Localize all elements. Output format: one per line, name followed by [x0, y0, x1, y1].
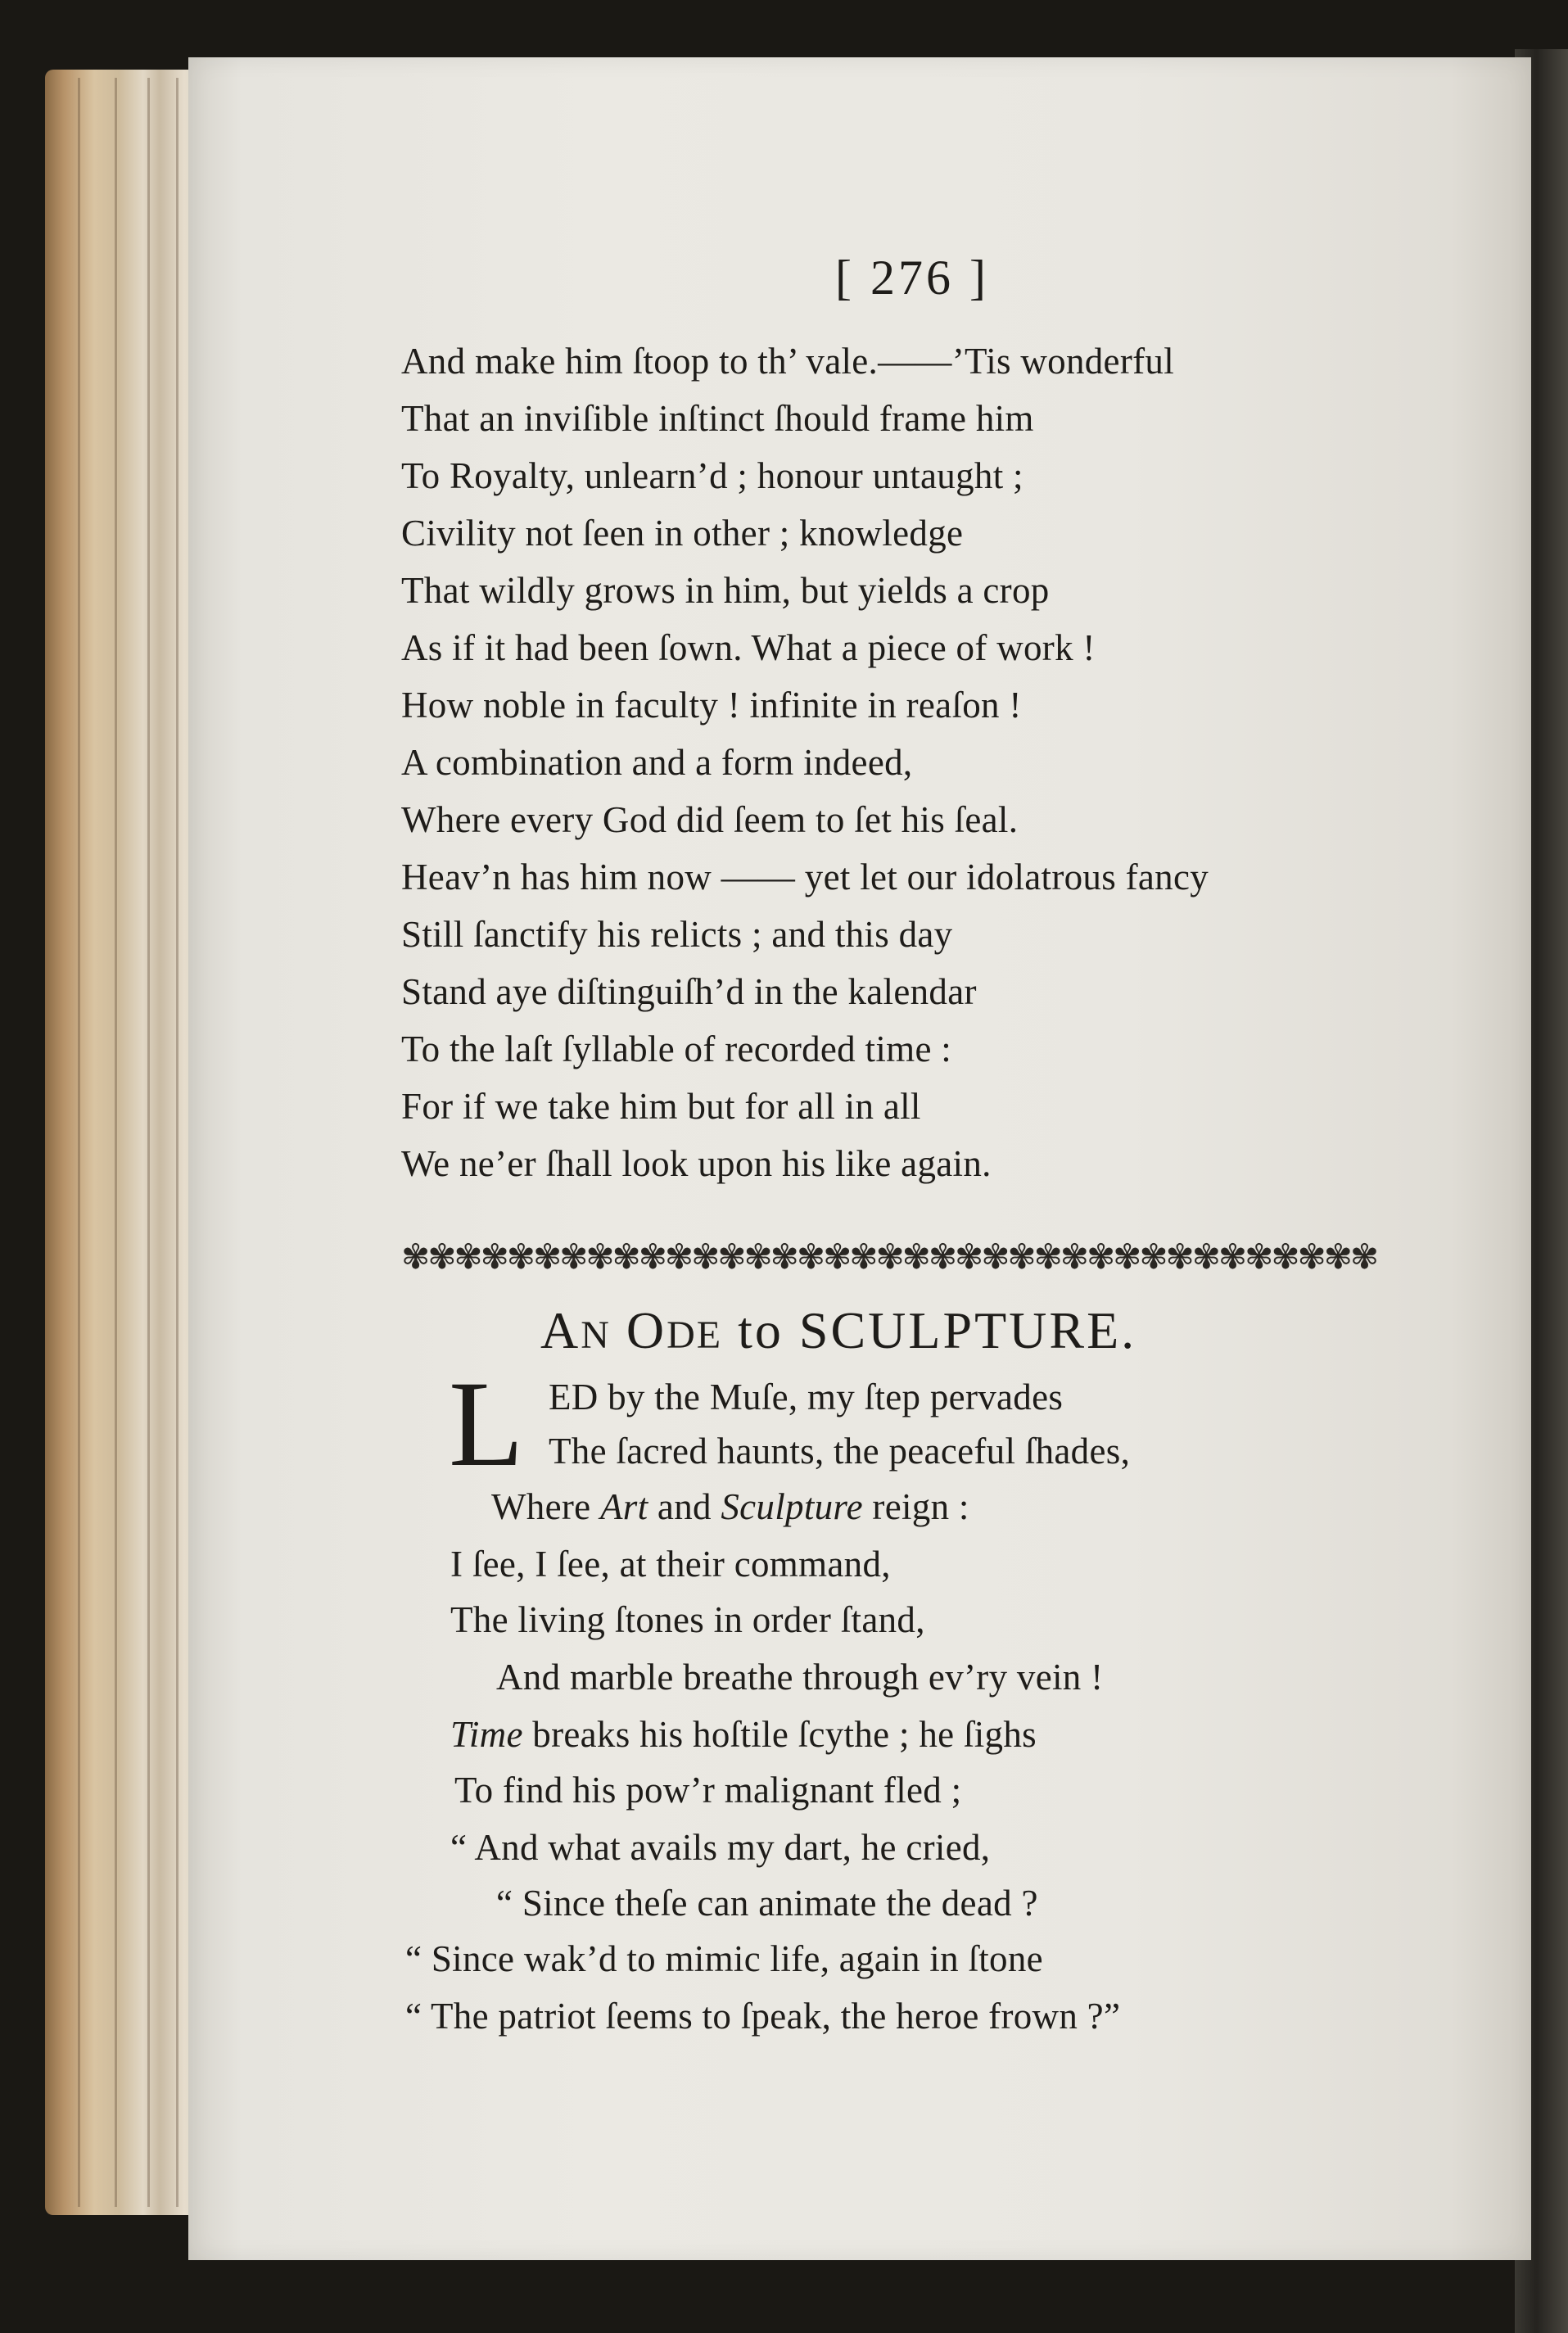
- ode-line: To find his pow’r malignant fled ;: [454, 1770, 962, 1811]
- ode-line: I ſee, I ſee, at their command,: [450, 1544, 891, 1585]
- edge-line: [176, 78, 178, 2207]
- page-number: [ 276 ]: [835, 251, 989, 305]
- title-an-rest: N: [581, 1313, 611, 1357]
- verse-line: How noble in faculty ! infinite in reaſon !: [401, 685, 1022, 726]
- ode-line: “ Since theſe can animate the dead ?: [496, 1883, 1038, 1924]
- ode-line: “ The patriot ſeems to ſpeak, the heroe frown ?”: [405, 1996, 1121, 2037]
- verse-line: That wildly grows in him, but yields a crop: [401, 570, 1050, 611]
- ode-line: [491, 1485, 969, 1528]
- drop-cap: L: [449, 1356, 524, 1492]
- ode-line: “ Since wak’d to mimic life, again in ſtone: [405, 1938, 1043, 1979]
- verse-line: Where every God did ſeem to ſet his ſeal.: [401, 799, 1019, 840]
- verse-line: That an inviſible inſtinct ſhould frame him: [401, 398, 1034, 439]
- title-sculpture: SCULPTURE.: [798, 1301, 1137, 1359]
- ode-text: and: [648, 1486, 721, 1527]
- verse-line: As if it had been ſown. What a piece of work !: [401, 627, 1096, 668]
- ode-title: [540, 1300, 1136, 1361]
- ode-line: ED by the Muſe, my ſtep pervades: [549, 1377, 1064, 1417]
- title-to: to: [738, 1301, 784, 1359]
- ode-text: breaks his hoſtile ſcythe ; he ſighs: [522, 1714, 1037, 1755]
- title-an-initial: A: [540, 1301, 581, 1359]
- ode-text: Where: [491, 1486, 600, 1527]
- ode-line: The ſacred haunts, the peaceful ſhades,: [549, 1431, 1131, 1472]
- ode-italic-sculpture: Sculpture: [721, 1486, 863, 1527]
- title-ode-initial: O: [626, 1301, 667, 1359]
- verse-line: Heav’n has him now —— yet let our idolatrous fancy: [401, 857, 1209, 897]
- verse-line: Stand aye diſtinguiſh’d in the kalendar: [401, 971, 977, 1012]
- verse-line: Still ſanctify his relicts ; and this day: [401, 914, 953, 955]
- edge-line: [115, 78, 117, 2207]
- verse-line: Civility not ſeen in other ; knowledge: [401, 513, 964, 554]
- page-stack-edges: [45, 70, 209, 2215]
- ornament-divider: ✾✾✾✾✾✾✾✾✾✾✾✾✾✾✾✾✾✾✾✾✾✾✾✾✾✾✾✾✾✾✾✾✾✾✾✾✾: [401, 1239, 1377, 1277]
- verse-line: To the laſt ſyllable of recorded time :: [401, 1029, 952, 1069]
- verse-line: We ne’er ſhall look upon his like again.: [401, 1143, 992, 1184]
- verse-line: To Royalty, unlearn’d ; honour untaught ;: [401, 455, 1023, 496]
- verse-line: And make him ſtoop to th’ vale.——’Tis wonderful: [401, 341, 1175, 382]
- ode-line: And marble breathe through ev’ry vein !: [496, 1657, 1104, 1698]
- ode-line: [450, 1713, 1037, 1756]
- ode-text: reign :: [862, 1486, 969, 1527]
- ode-italic-time: Time: [450, 1714, 523, 1755]
- ode-italic-art: Art: [599, 1486, 648, 1527]
- edge-line: [78, 78, 80, 2207]
- verse-line: For if we take him but for all in all: [401, 1086, 921, 1127]
- edge-line: [147, 78, 150, 2207]
- ode-line: “ And what avails my dart, he cried,: [450, 1827, 991, 1868]
- title-ode-rest: DE: [667, 1313, 723, 1357]
- ode-line: The living ſtones in order ſtand,: [450, 1599, 925, 1640]
- verse-line: A combination and a form indeed,: [401, 742, 913, 783]
